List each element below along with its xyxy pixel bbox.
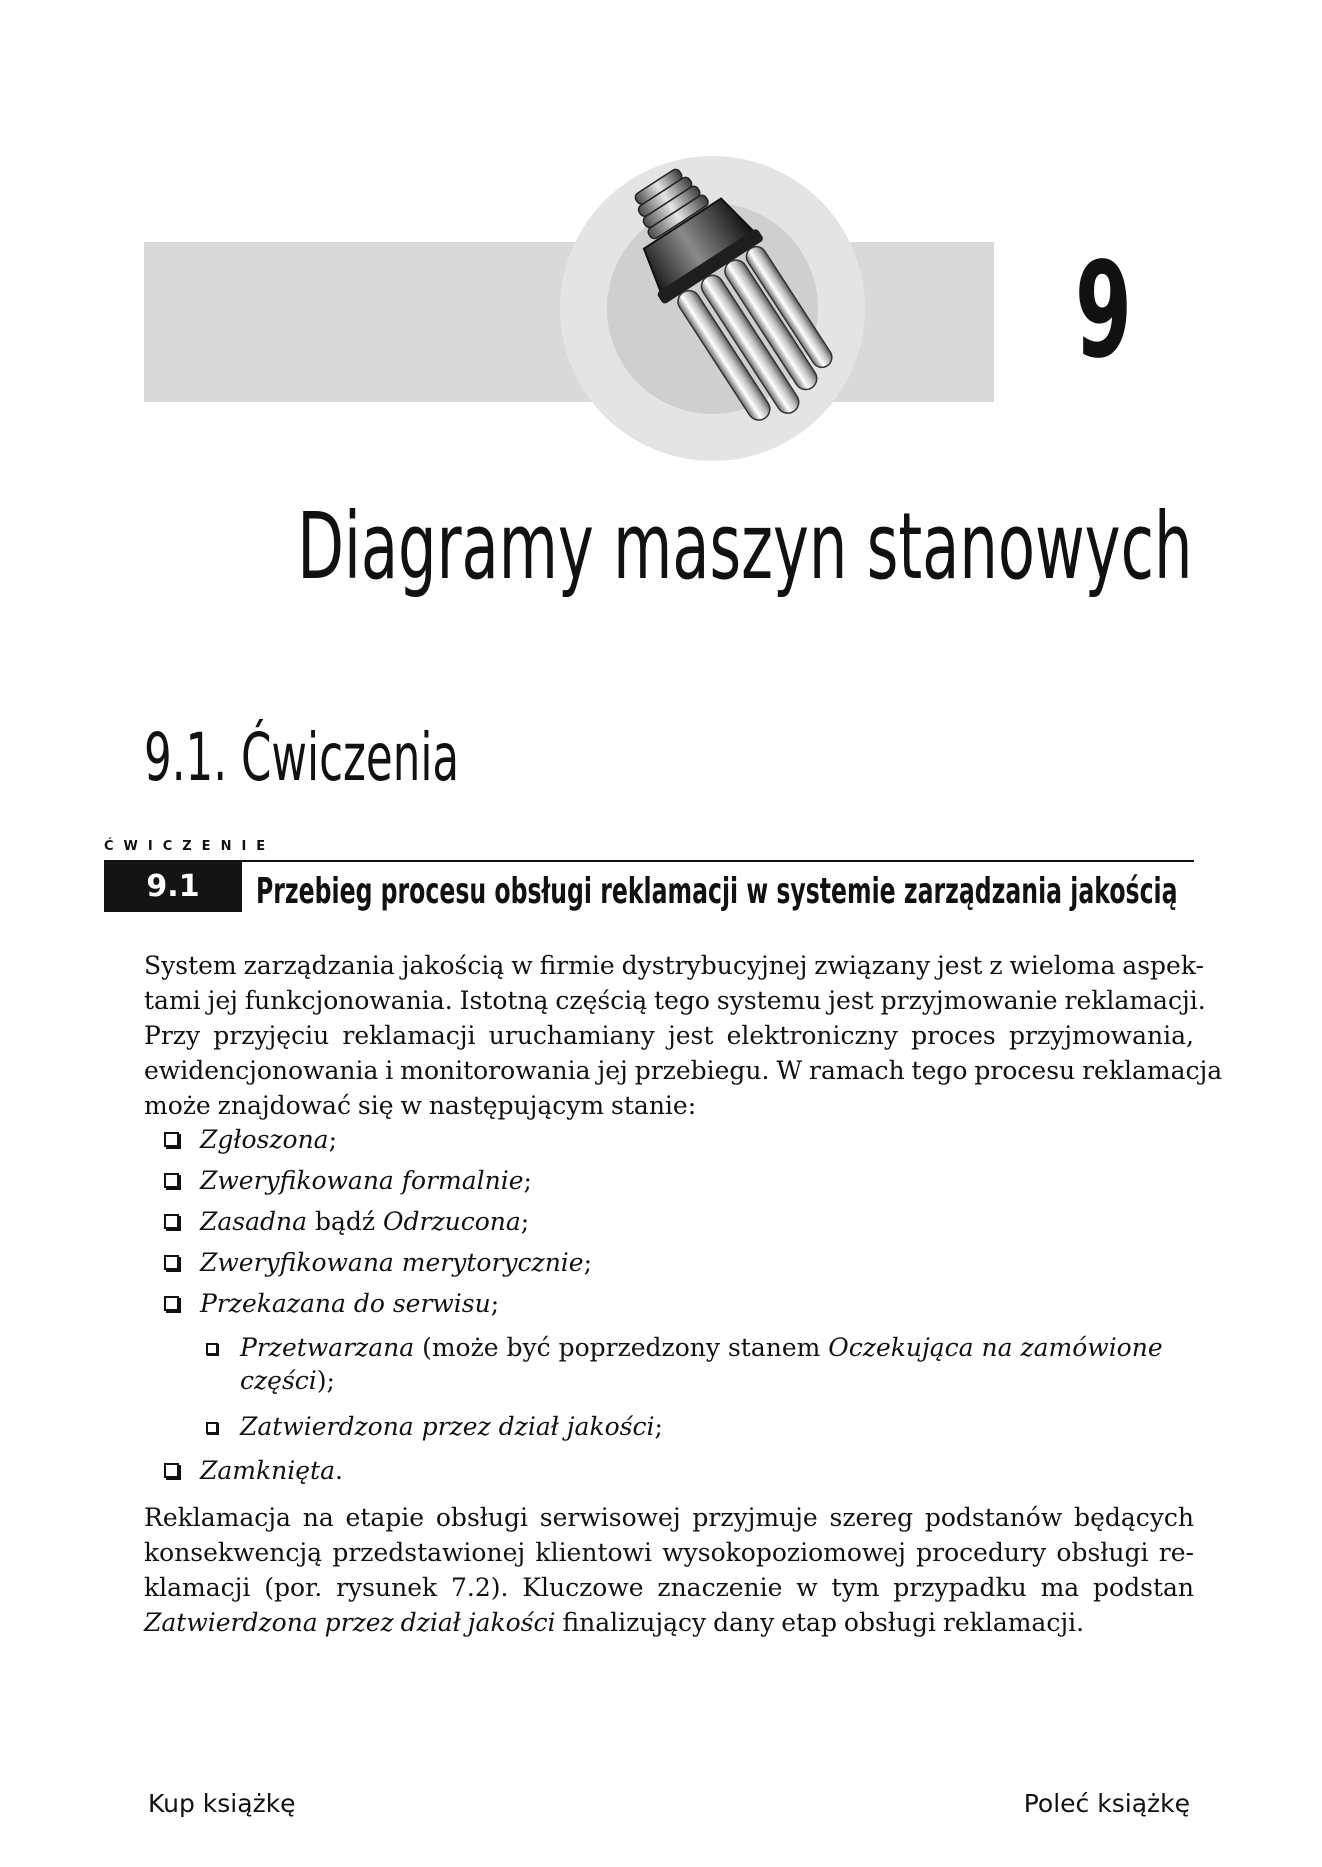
paragraph-line: klamacji (por. rysunek 7.2). Kluczowe znaczenie w tym przypadku ma podstan [144, 1573, 1194, 1602]
state-name: Zatwierdzona przez dział jakości [144, 1608, 556, 1637]
closing-paragraph [144, 1500, 1194, 1640]
paragraph-line: System zarządzania jakością w firmie dystrybucyjnej związany jest z wieloma aspek- [144, 951, 1204, 980]
state-name: Odrzucona [383, 1207, 521, 1236]
state-name: Zamknięta [200, 1456, 335, 1485]
paragraph-line [144, 1605, 1194, 1640]
punctuation: ; [583, 1248, 593, 1277]
state-name: Oczekująca na zamówione [828, 1333, 1163, 1362]
square-bullet-icon [164, 1214, 179, 1229]
exercise-rule [104, 860, 1194, 862]
punctuation: ); [316, 1366, 335, 1395]
list-item-text [200, 1204, 529, 1239]
list-item-text [200, 1286, 499, 1321]
square-bullet-icon [206, 1343, 218, 1355]
square-bullet-icon [164, 1296, 179, 1311]
lightbulb-icon [586, 150, 886, 440]
connector-text: (może być poprzedzony stanem [414, 1333, 829, 1362]
chapter-number: 9 [1075, 234, 1132, 388]
intro-paragraph [144, 948, 1223, 1123]
exercise-title: Przebieg procesu obsługi reklamacji w systemie zarządzania jakością [256, 871, 1178, 912]
punctuation: ; [490, 1289, 500, 1318]
paragraph-line: może znajdować się w następującym stanie: [144, 1091, 697, 1120]
punctuation: ; [654, 1412, 663, 1441]
square-bullet-icon [206, 1422, 218, 1434]
list-item-text [240, 1363, 335, 1398]
paragraph-line: Reklamacja na etapie obsługi serwisowej przyjmuje szereg podstanów będących [144, 1503, 1194, 1532]
paragraph-line: tami jej funkcjonowania. Istotną częścią tego systemu jest przyjmowanie reklamacji. [144, 986, 1206, 1015]
paragraph-line: ewidencjonowania i monitorowania jej przebiegu. W ramach tego procesu reklamacja [144, 1056, 1223, 1085]
paragraph-text: finalizujący dany etap obsługi reklamacji. [555, 1608, 1085, 1637]
square-bullet-icon [164, 1463, 179, 1478]
state-name: Zasadna [200, 1207, 308, 1236]
buy-book-link[interactable]: Kup książkę [148, 1789, 296, 1818]
state-name: Przetwarzana [240, 1333, 415, 1362]
state-name: Zatwierdzona przez dział jakości [240, 1412, 655, 1441]
exercise-label: ĆWICZENIE [104, 839, 276, 854]
punctuation: ; [328, 1125, 338, 1154]
state-name: Zgłoszona [200, 1125, 329, 1154]
list-item-text [200, 1163, 532, 1198]
list-item-text [240, 1409, 663, 1444]
punctuation: ; [523, 1166, 532, 1195]
list-item-text [200, 1122, 337, 1157]
square-bullet-icon [164, 1132, 179, 1147]
list-item-text [200, 1245, 592, 1280]
state-name: części [240, 1366, 317, 1395]
list-item-text [200, 1453, 343, 1488]
chapter-title: Diagramy maszyn stanowych [296, 493, 1192, 600]
state-name: Przekazana do serwisu [200, 1289, 491, 1318]
section-heading: 9.1. Ćwiczenia [144, 719, 460, 796]
exercise-number: 9.1 [104, 862, 242, 912]
punctuation: . [334, 1456, 343, 1485]
square-bullet-icon [164, 1173, 179, 1188]
list-item-text [240, 1330, 1163, 1365]
state-name: Zweryfikowana merytorycznie [200, 1248, 584, 1277]
recommend-book-link[interactable]: Poleć książkę [1023, 1789, 1190, 1818]
state-name: Zweryfikowana formalnie [200, 1166, 524, 1195]
connector-text: bądź [307, 1207, 384, 1236]
paragraph-line: Przy przyjęciu reklamacji uruchamiany jest elektroniczny proces przyjmowania, [144, 1021, 1194, 1050]
punctuation: ; [520, 1207, 530, 1236]
square-bullet-icon [164, 1255, 179, 1270]
paragraph-line: konsekwencją przedstawionej klientowi wysokopoziomowej procedury obsługi re- [144, 1538, 1194, 1567]
